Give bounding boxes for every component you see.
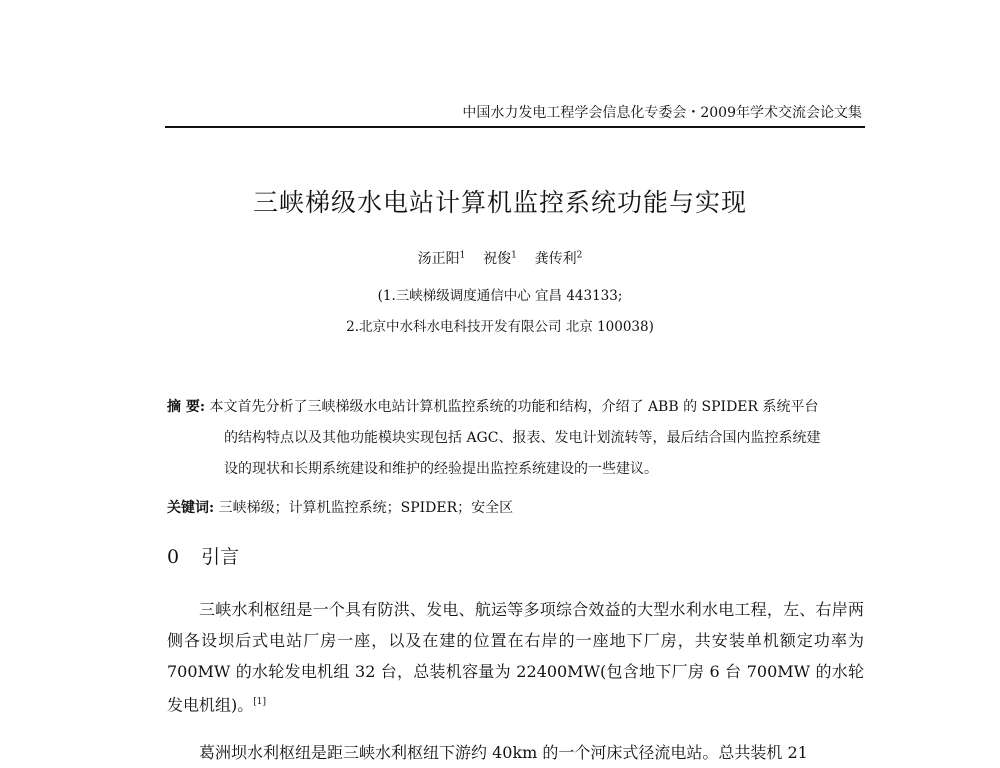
citation-ref: [1] [253,697,266,707]
abstract-line: 本文首先分析了三峡梯级水电站计算机监控系统的功能和结构，介绍了 ABB 的 SPIDER 系统平台 [209,399,819,415]
header-rule [165,126,865,128]
paper-title: 三峡梯级水电站计算机监控系统功能与实现 [252,188,747,217]
running-header: 中国水力发电工程学会信息化专委会・2009年学术交流会论文集 [462,105,862,121]
author-list [0,248,1000,268]
author-name: 汤正阳 [417,251,460,267]
abstract [167,392,867,485]
section-title: 引言 [201,546,240,568]
section-number: 0 [167,546,180,568]
abstract-line: 的结构特点以及其他功能模块实现包括 AGC、报表、发电计划流转等，最后结合国内监控系统建 [224,430,821,446]
section-heading [167,542,239,569]
body-paragraph [167,737,864,768]
author-affil-mark: 1 [511,250,517,261]
paragraph-text: 三峡水利枢纽是一个具有防洪、发电、航运等多项综合效益的大型水利水电工程，左、右岸两侧各设坝后式电站厂房一座，以及在建的位置在右岸的一座地下厂房，共安装单机额定功率为700MW 的水轮发电机组 32 台，总装机容量为 22400MW(包含地下厂房 6 台 700MW 的水轮发电机组)。 [167,600,864,715]
author-affil-mark: 1 [459,250,466,261]
paragraph-text: 葛洲坝水利枢纽是距三峡水利枢纽下游约 40km 的一个河床式径流电站。总共装机 21 [199,743,808,762]
keywords-text: 三峡梯级；计算机监控系统；SPIDER；安全区 [218,500,514,516]
keywords-label: 关键词: [167,500,215,516]
affiliation-line: 2.北京中水科水电科技开发有限公司 北京 100038) [346,319,654,335]
keywords [167,497,513,517]
affiliation-line: (1.三峡梯级调度通信中心 宜昌 443133; [377,288,623,304]
author-affil-mark: 2 [576,250,583,261]
author-name: 祝俊 [483,251,512,267]
abstract-line: 设的现状和长期系统建设和维护的经验提出监控系统建设的一些建议。 [224,461,658,477]
author-name: 龚传利 [534,251,577,267]
body-paragraph [167,594,864,720]
abstract-label: 摘 要: [167,399,206,415]
